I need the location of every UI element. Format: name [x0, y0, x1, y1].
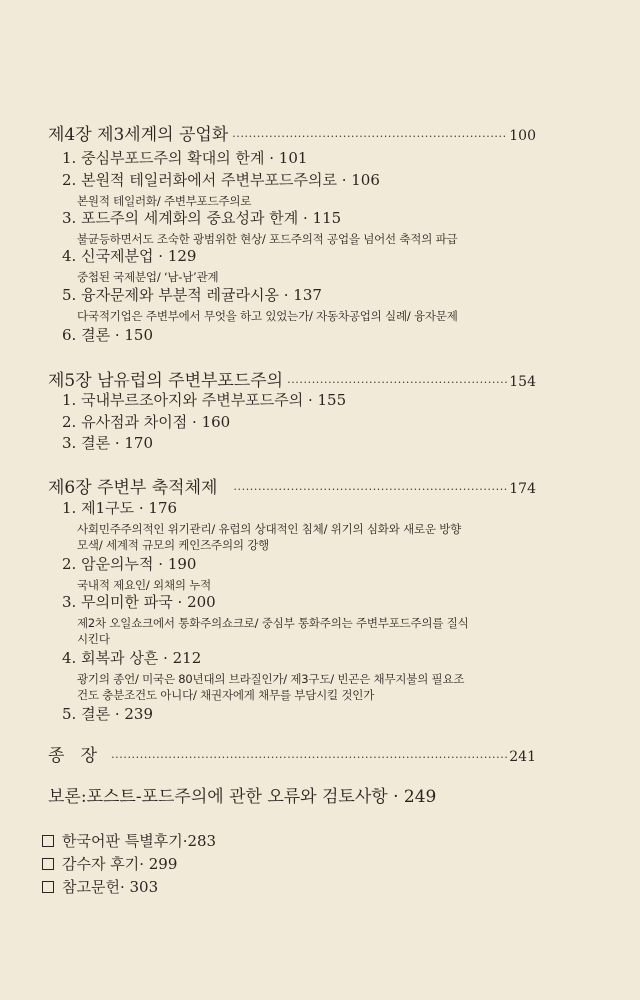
extra-item-label: 참고문헌· 303: [62, 878, 159, 896]
chapter-4-title: 제4장 제3세계의 공업화: [48, 125, 229, 145]
chapter-6-section-4: 4. 회복과 상흔 · 212: [62, 649, 202, 667]
conclusion-page: 241: [509, 749, 536, 765]
chapter-4-section-4-sub: 중첩된 국제분업/ ‘남-남’관계: [77, 270, 219, 284]
extra-item: [42, 830, 640, 851]
chapter-6-section-2: 2. 암운의누적 · 190: [62, 555, 197, 573]
chapter-4-heading: [48, 120, 536, 145]
chapter-5-section-3: 3. 결론 · 170: [62, 434, 153, 452]
conclusion-title: 종 장: [48, 746, 98, 766]
extra-item-label: 감수자 후기· 299: [62, 855, 178, 873]
chapter-6-page: 174: [509, 481, 536, 497]
chapter-5-title: 제5장 남유럽의 주변부포드주의: [48, 371, 284, 391]
chapter-5-page: 154: [509, 374, 536, 390]
chapter-6-section-3-sub: 시킨다: [77, 632, 110, 646]
chapter-5-heading: [48, 366, 536, 391]
chapter-6-section-5: 5. 결론 · 239: [62, 705, 153, 723]
extra-item-label: 한국어판 특별후기·283: [62, 832, 217, 850]
leader-dots: [233, 483, 507, 496]
chapter-4-section-6: 6. 결론 · 150: [62, 326, 153, 344]
chapter-6-section-1-sub: 사회민주주의적인 위기관리/ 유럽의 상대적인 침체/ 위기의 심화와 새로운 방향: [77, 522, 462, 536]
chapter-6-heading: [48, 473, 536, 498]
chapter-6-section-4-sub: 건도 충분조건도 아니다/ 채권자에게 채무를 부담시킬 것인가: [77, 688, 375, 702]
chapter-6-title: 제6장 주변부 축적체제: [48, 478, 218, 498]
checkbox-icon: [42, 858, 54, 870]
conclusion-heading: [48, 741, 536, 766]
chapter-4-section-3: 3. 포드주의 세계화의 중요성과 한계 · 115: [62, 209, 342, 227]
chapter-4-page: 100: [509, 128, 536, 144]
chapter-5-section-1: 1. 국내부르조아지와 주변부포드주의 · 155: [62, 391, 347, 409]
chapter-6-section-2-sub: 국내적 제요인/ 외채의 누적: [77, 578, 212, 592]
extra-item: [42, 876, 640, 897]
chapter-6-section-4-sub: 광기의 종언/ 미국은 80년대의 브라질인가/ 제3구도/ 빈곤은 채무지불의 필요조: [77, 672, 465, 686]
chapter-4-section-5: 5. 융자문제와 부분적 레귤라시옹 · 137: [62, 286, 322, 304]
chapter-4-section-2-sub: 본원적 테일러화/ 주변부포드주의로: [77, 194, 252, 208]
chapter-6-section-3-sub: 제2차 오일쇼크에서 통화주의쇼크로/ 중심부 통화주의는 주변부포드주의를 질식: [77, 616, 469, 630]
chapter-6-section-3: 3. 무의미한 파국 · 200: [62, 593, 216, 611]
chapter-4-section-4: 4. 신국제분업 · 129: [62, 247, 197, 265]
chapter-4-section-1: 1. 중심부포드주의 확대의 한계 · 101: [62, 149, 308, 167]
leader-dots: [287, 376, 507, 389]
chapter-4-section-2: 2. 본원적 테일러화에서 주변부포드주의로 · 106: [62, 171, 380, 189]
checkbox-icon: [42, 881, 54, 893]
chapter-4-section-5-sub: 다국적기업은 주변부에서 무엇을 하고 있었는가/ 자동차공업의 실례/ 융자문제: [77, 309, 458, 323]
extra-item: [42, 853, 640, 874]
chapter-4-section-3-sub: 불균등하면서도 조숙한 광범위한 현상/ 포드주의적 공업을 넘어선 축적의 파급: [77, 232, 458, 246]
leader-dots: [111, 751, 507, 764]
checkbox-icon: [42, 835, 54, 847]
appendix-heading: 보론:포스트-포드주의에 관한 오류와 검토사항 · 249: [48, 787, 437, 807]
leader-dots: [232, 130, 507, 143]
chapter-6-section-1: 1. 제1구도 · 176: [62, 499, 178, 517]
chapter-6-section-1-sub: 모색/ 세계적 규모의 케인즈주의의 강행: [77, 538, 270, 552]
chapter-5-section-2: 2. 유사점과 차이점 · 160: [62, 413, 231, 431]
